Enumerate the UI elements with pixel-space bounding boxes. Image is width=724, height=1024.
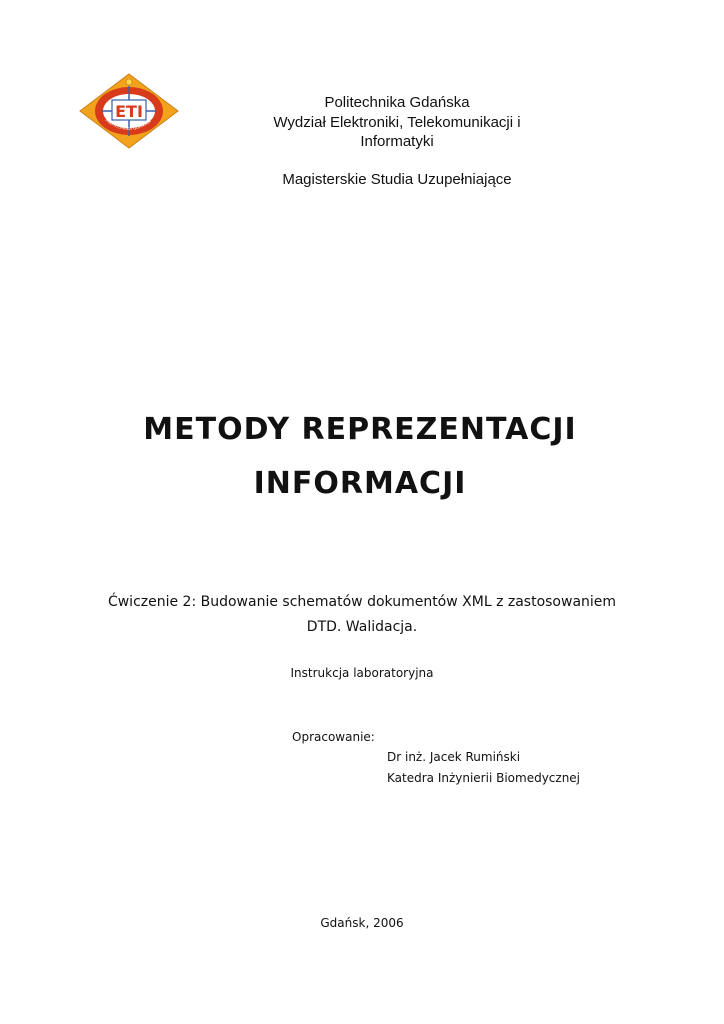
exercise-line-1: Ćwiczenie 2: Budowanie schematów dokumentów XML z zastosowaniem bbox=[107, 594, 617, 610]
logo-text: ETI bbox=[115, 102, 143, 121]
logo-ring-text: POLITECHNIKA GDAŃSKA bbox=[104, 117, 152, 132]
prepared-label: Opracowanie: bbox=[292, 730, 375, 744]
place-date: Gdańsk, 2006 bbox=[320, 916, 404, 930]
institution-line-3: Informatyki bbox=[360, 133, 434, 150]
exercise-line-2: DTD. Walidacja. bbox=[306, 619, 418, 635]
institution-line-1: Politechnika Gdańska bbox=[324, 94, 470, 111]
title-line-1: METODY REPREZENTACJI bbox=[143, 412, 577, 447]
instruction-label: Instrukcja laboratoryjna bbox=[290, 666, 434, 680]
study-program: Magisterskie Studia Uzupełniające bbox=[282, 171, 512, 188]
title-line-2: INFORMACJI bbox=[253, 466, 467, 501]
department-name: Katedra Inżynierii Biomedycznej bbox=[387, 771, 581, 785]
institution-line-2: Wydział Elektroniki, Telekomunikacji i bbox=[273, 114, 521, 131]
author-name: Dr inż. Jacek Rumiński bbox=[387, 750, 521, 764]
eti-logo bbox=[78, 72, 180, 150]
